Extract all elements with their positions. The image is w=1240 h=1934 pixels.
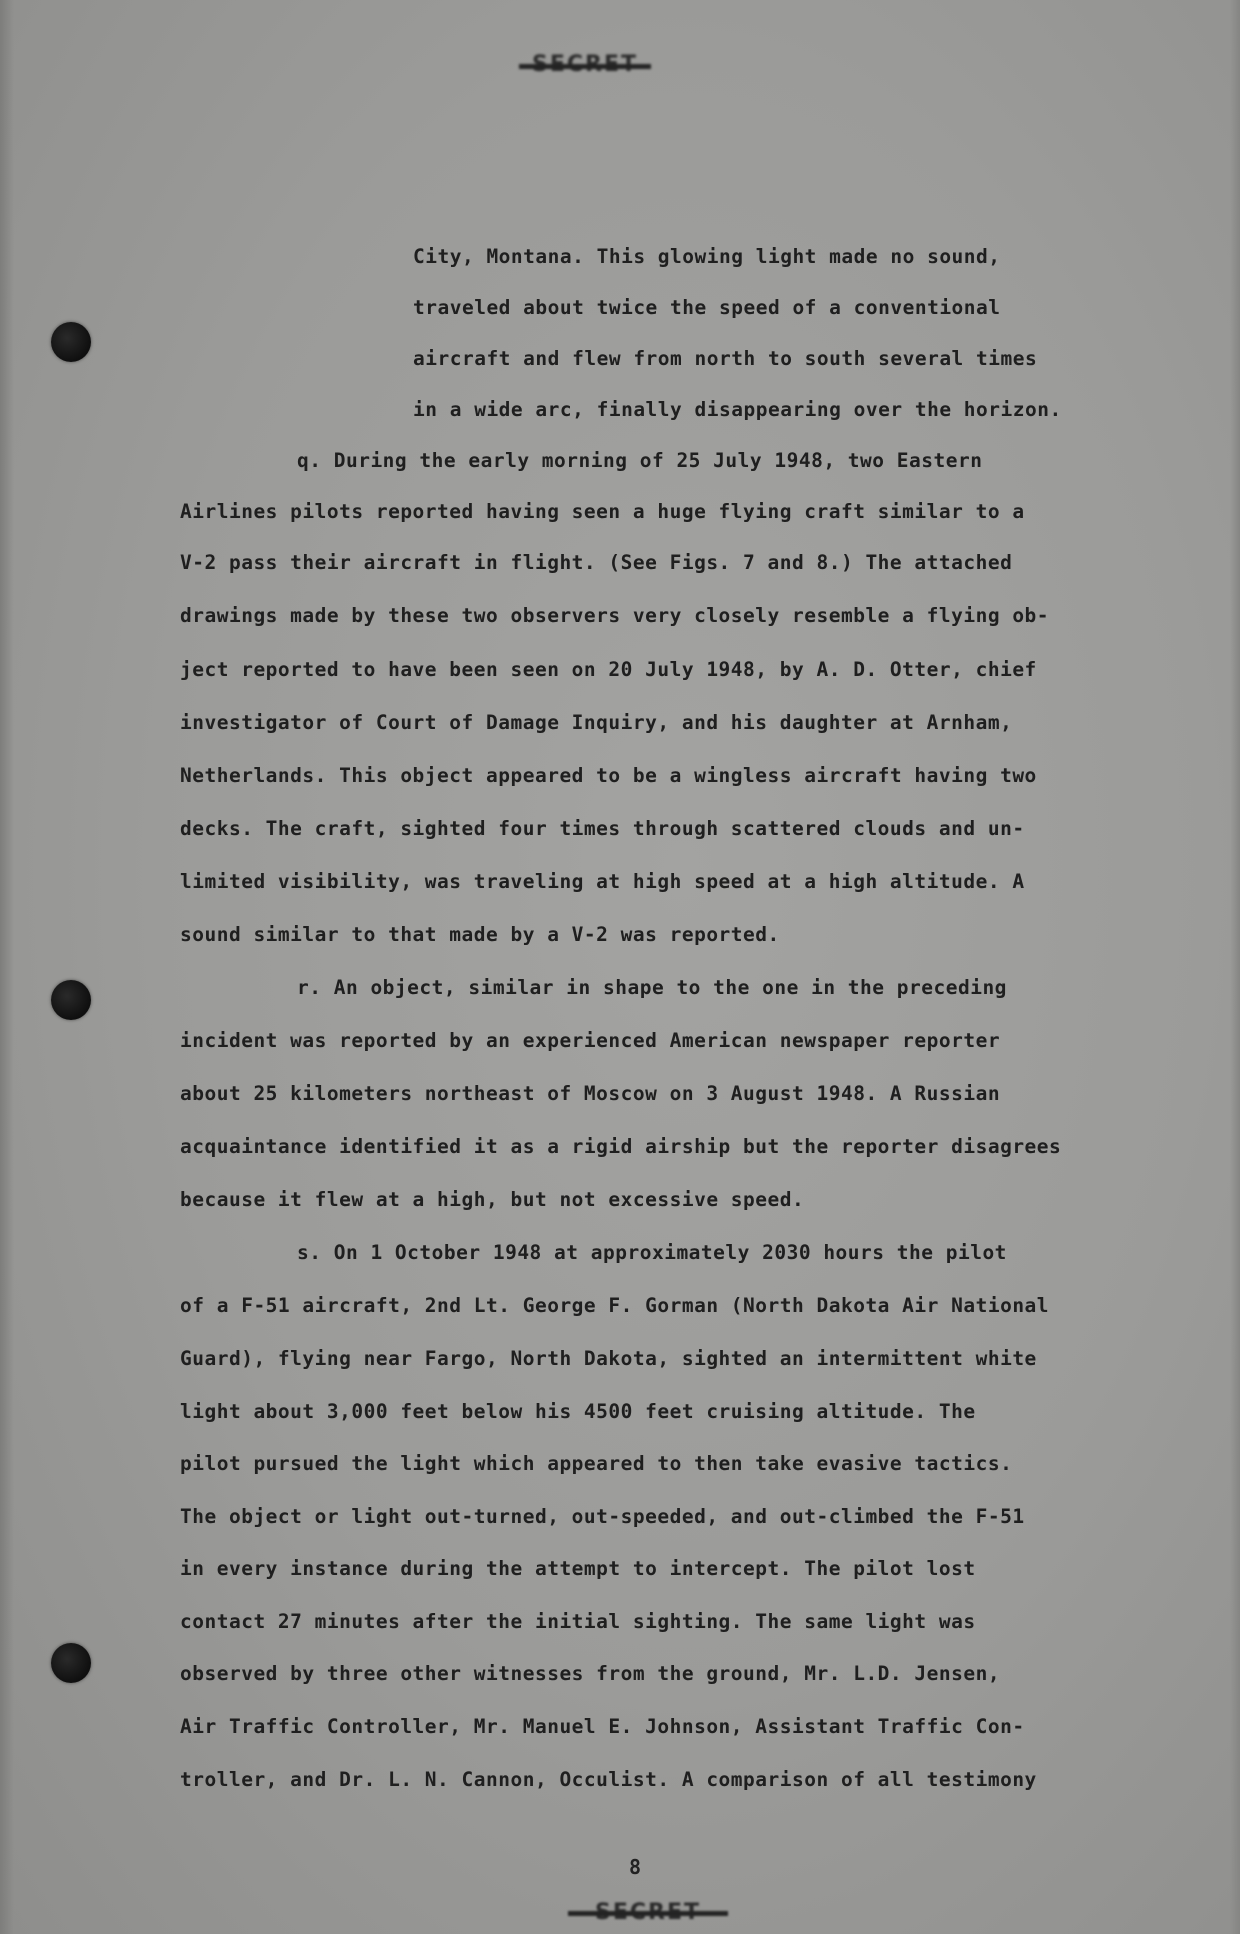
page-number: 8 <box>628 1855 642 1879</box>
text-line: troller, and Dr. L. N. Cannon, Occulist. A comparison of all testimony <box>180 1768 1037 1791</box>
text-line: r. An object, similar in shape to the one in the preceding <box>297 976 1007 999</box>
text-line: light about 3,000 feet below his 4500 feet cruising altitude. The <box>180 1400 976 1423</box>
text-line: ject reported to have been seen on 20 July 1948, by A. D. Otter, chief <box>180 658 1037 681</box>
text-line: about 25 kilometers northeast of Moscow on 3 August 1948. A Russian <box>180 1082 1001 1105</box>
text-line: q. During the early morning of 25 July 1948, two Eastern <box>297 449 983 472</box>
punch-hole-bottom <box>51 1643 91 1683</box>
text-line: aircraft and flew from north to south several times <box>413 347 1038 370</box>
page-edge-shadow-left <box>0 0 14 1934</box>
text-line: Air Traffic Controller, Mr. Manuel E. Johnson, Assistant Traffic Con- <box>180 1715 1025 1738</box>
text-line: in every instance during the attempt to intercept. The pilot lost <box>180 1557 976 1580</box>
text-line: of a F-51 aircraft, 2nd Lt. George F. Gorman (North Dakota Air National <box>180 1294 1050 1317</box>
text-line: limited visibility, was traveling at high speed at a high altitude. A <box>180 870 1025 893</box>
classification-stamp-top <box>515 42 655 88</box>
text-line: investigator of Court of Damage Inquiry, and his daughter at Arnham, <box>180 711 1013 734</box>
text-line: s. On 1 October 1948 at approximately 2030 hours the pilot <box>297 1241 1007 1264</box>
text-line: Airlines pilots reported having seen a huge flying craft similar to a <box>180 500 1025 523</box>
punch-hole-middle <box>51 980 91 1020</box>
text-line: incident was reported by an experienced American newspaper reporter <box>180 1029 1001 1052</box>
text-line: City, Montana. This glowing light made no sound, <box>413 245 1001 268</box>
text-line: drawings made by these two observers very closely resemble a flying ob- <box>180 604 1050 627</box>
text-line: acquaintance identified it as a rigid airship but the reporter disagrees <box>180 1135 1062 1158</box>
redaction-bar-bottom <box>568 1911 728 1916</box>
text-line: traveled about twice the speed of a conventional <box>413 296 1001 319</box>
text-line: pilot pursued the light which appeared to then take evasive tactics. <box>180 1452 1013 1475</box>
text-line: because it flew at a high, but not excessive speed. <box>180 1188 805 1211</box>
text-line: V-2 pass their aircraft in flight. (See Figs. 7 and 8.) The attached <box>180 551 1013 574</box>
page-edge-shadow-right <box>1230 0 1240 1934</box>
classification-stamp-bottom <box>568 1898 728 1928</box>
text-line: sound similar to that made by a V-2 was reported. <box>180 923 780 946</box>
text-line: Netherlands. This object appeared to be a wingless aircraft having two <box>180 764 1037 787</box>
text-line: in a wide arc, finally disappearing over the horizon. <box>413 398 1062 421</box>
redaction-bar-top <box>519 64 651 69</box>
text-line: Guard), flying near Fargo, North Dakota, sighted an intermittent white <box>180 1347 1037 1370</box>
punch-hole-top <box>51 322 91 362</box>
text-line: contact 27 minutes after the initial sighting. The same light was <box>180 1610 976 1633</box>
text-line: observed by three other witnesses from the ground, Mr. L.D. Jensen, <box>180 1662 1001 1685</box>
text-line: decks. The craft, sighted four times through scattered clouds and un- <box>180 817 1025 840</box>
text-line: The object or light out-turned, out-speeded, and out-climbed the F-51 <box>180 1505 1025 1528</box>
